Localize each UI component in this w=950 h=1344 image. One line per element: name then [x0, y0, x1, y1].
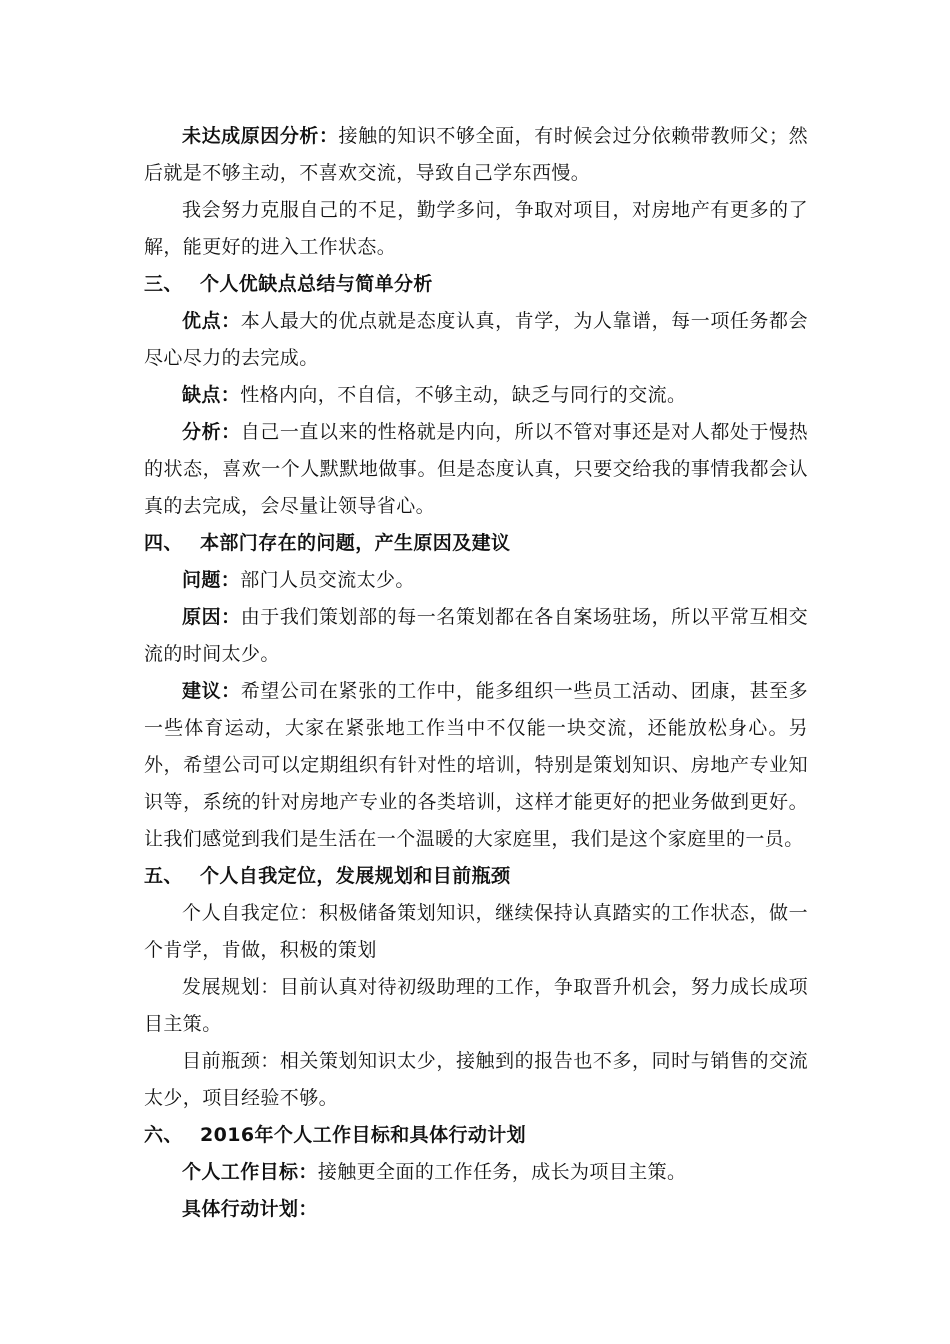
paragraph-lead: 缺点：	[182, 384, 241, 406]
paragraph-unmet-reasons	[144, 118, 808, 192]
paragraph-lead: 未达成原因分析：	[182, 125, 339, 147]
paragraph-action-plan	[144, 1191, 808, 1228]
section-title: 个人优缺点总结与简单分析	[200, 273, 433, 295]
paragraph-text: 目前瓶颈：相关策划知识太少，接触到的报告也不多，同时与销售的交流太少，项目经验不够。	[144, 1050, 808, 1109]
paragraph-text: 自己一直以来的性格就是内向，所以不管对事还是对人都处于慢热的状态，喜欢一个人默默地做事。但是态度认真，只要交给我的事情我都会认真的去完成，会尽量让领导省心。	[144, 421, 808, 517]
paragraph-analysis	[144, 414, 808, 525]
paragraph-text: 性格内向，不自信，不够主动，缺乏与同行的交流。	[240, 384, 687, 406]
paragraph-text: 我会努力克服自己的不足，勤学多问，争取对项目，对房地产有更多的了解，能更好的进入工作状态。	[144, 199, 808, 258]
paragraph-text: 接触更全面的工作任务，成长为项目主策。	[317, 1161, 687, 1183]
paragraph-problem	[144, 562, 808, 599]
paragraph-lead: 问题：	[182, 569, 241, 591]
paragraph-work-goal	[144, 1154, 808, 1191]
paragraph-text: 发展规划：目前认真对待初级助理的工作，争取晋升机会，努力成长成项目主策。	[144, 976, 808, 1035]
paragraph-text: 本人最大的优点就是态度认真，肯学，为人靠谱，每一项任务都会尽心尽力的去完成。	[144, 310, 808, 369]
paragraph-lead: 建议：	[182, 680, 241, 702]
paragraph-bottleneck	[144, 1043, 808, 1117]
paragraph-development-plan	[144, 969, 808, 1043]
paragraph-text: 接触的知识不够全面，有时候会过分依赖带教师父；然后就是不够主动，不喜欢交流，导致自己学东西慢。	[144, 125, 808, 184]
paragraph-suggestion	[144, 673, 808, 858]
section-title: 个人自我定位，发展规划和目前瓶颈	[200, 865, 511, 887]
paragraph-lead: 分析：	[182, 421, 241, 443]
paragraph-self-positioning	[144, 895, 808, 969]
paragraph-lead: 具体行动计划：	[182, 1198, 318, 1220]
paragraph-text: 希望公司在紧张的工作中，能多组织一些员工活动、团康，甚至多一些体育运动，大家在紧张地工作当中不仅能一块交流，还能放松身心。另外，希望公司可以定期组织有针对性的培训，特别是策划知识、房地产专业知识等，系统的针对房地产专业的各类培训，这样才能更好的把业务做到更好。让我们感觉到我们是生活在一个温暖的大家庭里，我们是这个家庭里的一员。	[144, 680, 808, 850]
section-heading-3	[144, 266, 808, 303]
section-number: 五、	[144, 865, 183, 887]
paragraph-improvement	[144, 192, 808, 266]
paragraph-text: 部门人员交流太少。	[240, 569, 415, 591]
paragraph-text: 个人自我定位：积极储备策划知识，继续保持认真踏实的工作状态，做一个肯学，肯做，积极的策划	[144, 902, 808, 961]
paragraph-strengths	[144, 303, 808, 377]
paragraph-weaknesses	[144, 377, 808, 414]
section-number: 六、	[144, 1124, 183, 1146]
document-body	[144, 118, 808, 1228]
section-heading-6	[144, 1117, 808, 1154]
paragraph-text: 由于我们策划部的每一名策划都在各自案场驻场，所以平常互相交流的时间太少。	[144, 606, 808, 665]
paragraph-lead: 个人工作目标：	[182, 1161, 318, 1183]
paragraph-cause	[144, 599, 808, 673]
section-title: 本部门存在的问题，产生原因及建议	[200, 532, 511, 554]
paragraph-lead: 原因：	[182, 606, 241, 628]
section-title: 2016年个人工作目标和具体行动计划	[200, 1124, 527, 1146]
section-number: 四、	[144, 532, 183, 554]
paragraph-lead: 优点：	[182, 310, 241, 332]
section-heading-5	[144, 858, 808, 895]
section-heading-4	[144, 525, 808, 562]
section-number: 三、	[144, 273, 183, 295]
